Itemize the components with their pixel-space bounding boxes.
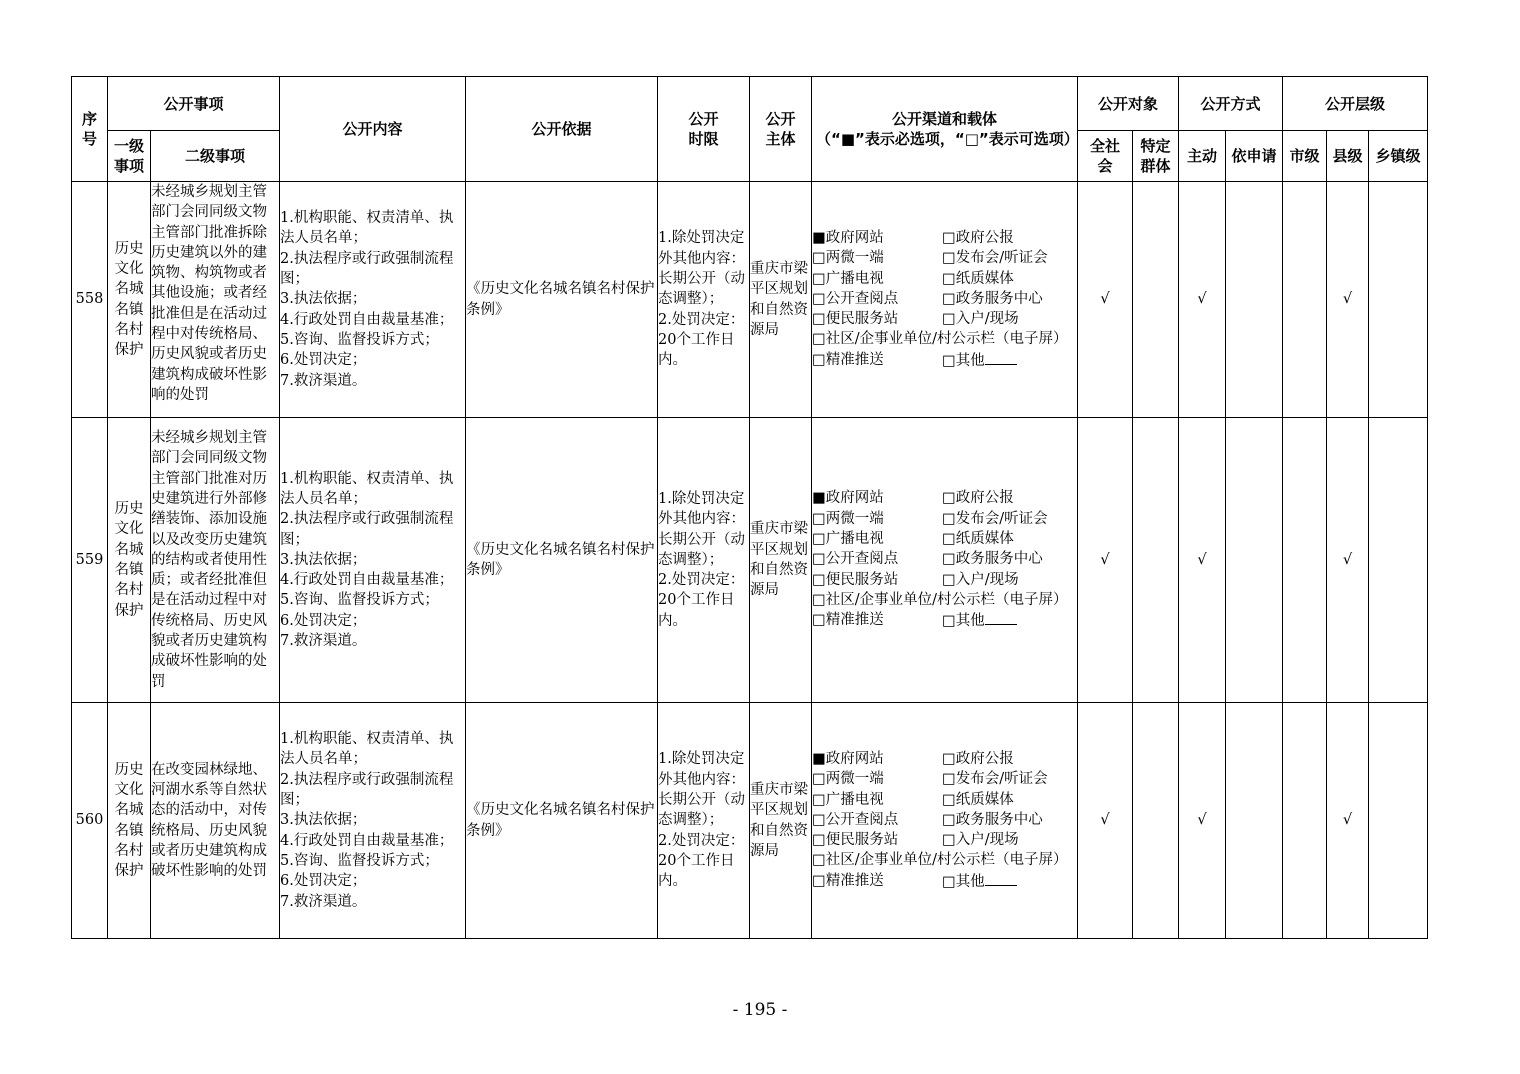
channel-public-reading: □公开查阅点 [812, 551, 899, 568]
row-level2-text: 未经城乡规划主管部门会同同级文物主管部门批准拆除历史建筑以外的建筑物、构筑物或者其他设施；或者经批准但是在活动过程中对传统格局、历史风貌或者历史建筑构成破坏性影响的处罚 [151, 184, 267, 403]
channel-precise-push: □精准推送 [812, 872, 884, 889]
row-audience-all: √ [1078, 703, 1133, 939]
row-subject: 重庆市梁平区规划和自然资源局 [750, 703, 812, 939]
header-row-1 [72, 77, 1428, 131]
channel-paper-media: □纸质媒体 [942, 270, 1014, 287]
row-channels [812, 703, 1078, 939]
row-seq: 560 [72, 703, 108, 939]
row-method-active: √ [1179, 182, 1226, 418]
header-seq: 序 号 [72, 77, 108, 182]
table-row [72, 182, 1428, 418]
row-method-request [1226, 703, 1283, 939]
row-audience-specific [1133, 418, 1179, 703]
channel-community-board: □社区/企事业单位/村公示栏（电子屏） [812, 591, 1068, 608]
header-level-city: 市级 [1283, 131, 1327, 182]
channel-precise-push: □精准推送 [812, 612, 884, 629]
row-time-limit: 1.除处罚决定外其他内容：长期公开（动态调整）； 2.处罚决定：20个工作日内。 [658, 182, 750, 418]
header-method-request: 依申请 [1226, 131, 1283, 182]
channel-public-reading: □公开查阅点 [812, 811, 899, 828]
channel-service-center: □政务服务中心 [942, 551, 1043, 568]
row-seq: 558 [72, 182, 108, 418]
page-number: - 195 - [732, 1000, 788, 1020]
row-level-town [1369, 703, 1428, 939]
row-audience-specific [1133, 182, 1179, 418]
channel-service-center: □政务服务中心 [942, 811, 1043, 828]
channel-public-reading: □公开查阅点 [812, 290, 899, 307]
header-level-county: 县级 [1327, 131, 1369, 182]
channel-convenience-station: □便民服务站 [812, 311, 899, 328]
header-audience-all: 全社 会 [1078, 131, 1133, 182]
header-method-group: 公开方式 [1179, 77, 1283, 131]
row-audience-all: √ [1078, 182, 1133, 418]
channel-gov-website: ■政府网站 [812, 229, 884, 246]
header-channel-title: 公开渠道和载体 [892, 110, 998, 128]
header-method-active: 主动 [1179, 131, 1226, 182]
row-audience-specific [1133, 703, 1179, 939]
channel-gov-website: ■政府网站 [812, 750, 884, 767]
channel-door-to-door: □入户/现场 [942, 832, 1019, 849]
channel-gov-gazette: □政府公报 [942, 229, 1014, 246]
header-channel [812, 77, 1078, 182]
row-content: 1.机构职能、权责清单、执法人员名单； 2.执法程序或行政强制流程图； 3.执法依据； 4.行政处罚自由裁量基准； 5.咨询、监督投诉方式； 6.处罚决定； 7.救济渠道。 [280, 182, 466, 418]
header-channel-note: （“■”表示必选项，“□”表示可选项） [816, 130, 1079, 148]
row-method-request [1226, 182, 1283, 418]
row-level1: 历史 文化 名城 名镇 名村 保护 [108, 418, 151, 703]
channel-two-wei: □两微一端 [812, 510, 884, 527]
row-basis: 《历史文化名城名镇名村保护条例》 [466, 418, 658, 703]
row-basis: 《历史文化名城名镇名村保护条例》 [466, 703, 658, 939]
channel-door-to-door: □入户/现场 [942, 311, 1019, 328]
channel-two-wei: □两微一端 [812, 250, 884, 267]
channel-door-to-door: □入户/现场 [942, 571, 1019, 588]
row-audience-all: √ [1078, 418, 1133, 703]
row-channels [812, 182, 1078, 418]
header-level1: 一级 事项 [108, 131, 151, 182]
header-level-town: 乡镇级 [1369, 131, 1428, 182]
channel-broadcast-tv: □广播电视 [812, 270, 884, 287]
row-level2: 在改变园林绿地、河湖水系等自然状态的活动中，对传统格局、历史风貌或者历史建筑构成破坏性影响的处罚 [151, 703, 280, 939]
other-blank-line [985, 610, 1017, 625]
header-audience-group: 公开对象 [1078, 77, 1179, 131]
other-blank-line [985, 350, 1017, 365]
channel-convenience-station: □便民服务站 [812, 832, 899, 849]
table-row [72, 418, 1428, 703]
channel-broadcast-tv: □广播电视 [812, 791, 884, 808]
row-content: 1.机构职能、权责清单、执法人员名单； 2.执法程序或行政强制流程图； 3.执法依据； 4.行政处罚自由裁量基准； 5.咨询、监督投诉方式； 6.处罚决定； 7.救济渠道。 [280, 703, 466, 939]
channel-convenience-station: □便民服务站 [812, 571, 899, 588]
row-level-county: √ [1327, 703, 1369, 939]
table-row [72, 703, 1428, 939]
row-level-city [1283, 703, 1327, 939]
channel-other: □其他 [942, 873, 985, 890]
row-level2 [151, 182, 280, 418]
header-subject: 公开 主体 [750, 77, 812, 182]
row-method-active: √ [1179, 418, 1226, 703]
channel-press-hearing: □发布会/听证会 [942, 250, 1048, 267]
row-method-active: √ [1179, 703, 1226, 939]
disclosure-table [71, 76, 1428, 939]
row-subject: 重庆市梁平区规划和自然资源局 [750, 182, 812, 418]
row-level-town [1369, 418, 1428, 703]
row-channels [812, 418, 1078, 703]
row-seq: 559 [72, 418, 108, 703]
channel-service-center: □政务服务中心 [942, 290, 1043, 307]
row-level-town [1369, 182, 1428, 418]
channel-paper-media: □纸质媒体 [942, 531, 1014, 548]
header-basis: 公开依据 [466, 77, 658, 182]
header-time-limit: 公开 时限 [658, 77, 750, 182]
other-blank-line [985, 871, 1017, 886]
header-item-group: 公开事项 [108, 77, 280, 131]
channel-precise-push: □精准推送 [812, 351, 884, 368]
channel-broadcast-tv: □广播电视 [812, 531, 884, 548]
row-time-limit: 1.除处罚决定外其他内容：长期公开（动态调整）； 2.处罚决定：20个工作日内。 [658, 703, 750, 939]
row-basis: 《历史文化名城名镇名村保护条例》 [466, 182, 658, 418]
row-level2: 未经城乡规划主管部门会同同级文物主管部门批准对历史建筑进行外部修缮装饰、添加设施以及改变历史建筑的结构或者使用性质；或者经批准但是在活动过程中对传统格局、历史风貌或者历史建筑构成破坏性影响的处罚 [151, 418, 280, 703]
row-level1: 历史 文化 名城 名镇 名村 保护 [108, 703, 151, 939]
channel-gov-gazette: □政府公报 [942, 750, 1014, 767]
row-level-county: √ [1327, 418, 1369, 703]
channel-press-hearing: □发布会/听证会 [942, 771, 1048, 788]
channel-paper-media: □纸质媒体 [942, 791, 1014, 808]
channel-press-hearing: □发布会/听证会 [942, 510, 1048, 527]
row-level-county: √ [1327, 182, 1369, 418]
row-time-limit: 1.除处罚决定外其他内容：长期公开（动态调整）； 2.处罚决定：20个工作日内。 [658, 418, 750, 703]
row-method-request [1226, 418, 1283, 703]
row-subject: 重庆市梁平区规划和自然资源局 [750, 418, 812, 703]
header-audience-specific: 特定 群体 [1133, 131, 1179, 182]
header-content: 公开内容 [280, 77, 466, 182]
channel-gov-gazette: □政府公报 [942, 490, 1014, 507]
header-level2: 二级事项 [151, 131, 280, 182]
row-content: 1.机构职能、权责清单、执法人员名单； 2.执法程序或行政强制流程图； 3.执法依据； 4.行政处罚自由裁量基准； 5.咨询、监督投诉方式； 6.处罚决定； 7.救济渠道。 [280, 418, 466, 703]
header-level-group: 公开层级 [1283, 77, 1428, 131]
channel-two-wei: □两微一端 [812, 771, 884, 788]
channel-gov-website: ■政府网站 [812, 490, 884, 507]
channel-community-board: □社区/企事业单位/村公示栏（电子屏） [812, 331, 1068, 348]
channel-other: □其他 [942, 352, 985, 369]
channel-other: □其他 [942, 613, 985, 630]
row-level1: 历史 文化 名城 名镇 名村 保护 [108, 182, 151, 418]
row-level-city [1283, 418, 1327, 703]
row-level-city [1283, 182, 1327, 418]
channel-community-board: □社区/企事业单位/村公示栏（电子屏） [812, 852, 1068, 869]
